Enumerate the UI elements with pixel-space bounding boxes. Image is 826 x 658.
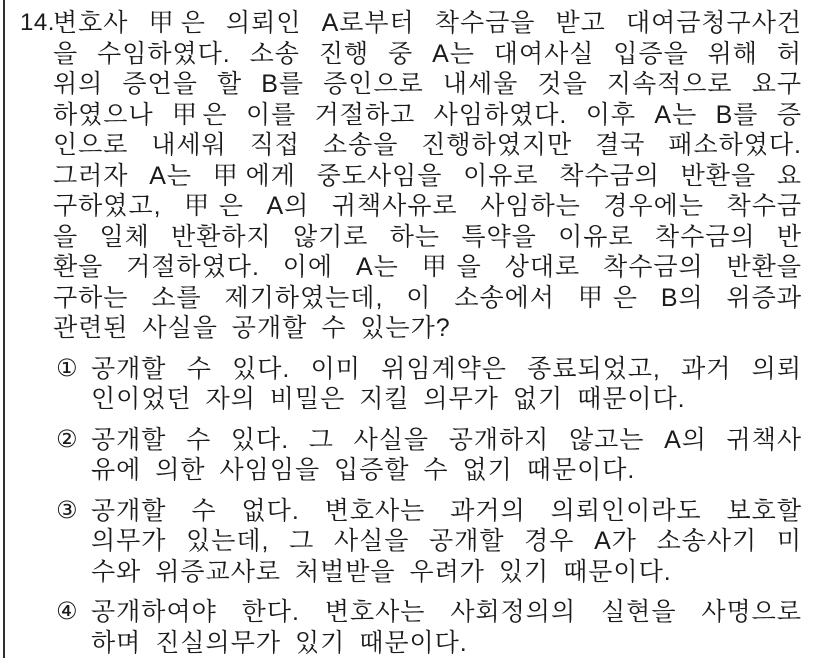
- answer-choice-2[interactable]: [56, 425, 802, 486]
- choice-line: 공개할 수 있다. 그 사실을 공개하지 않고는 A의 귀책사: [91, 425, 802, 454]
- question-line: 위의 증언을 할 B를 증인으로 내세울 것을 지속적으로 요구: [53, 70, 802, 98]
- choice-3-text: [91, 496, 802, 588]
- question-text: [53, 8, 802, 344]
- question-line: 관련된 사실을 공개할 수 있는가?: [53, 314, 451, 342]
- question-line: 구하는 소를 제기하였는데, 이 소송에서 甲은 B의 위증과: [53, 283, 802, 312]
- choice-line: 공개하여야 한다. 변호사는 사회정의의 실현을 사명으로: [91, 598, 802, 626]
- choice-3-number-icon[interactable]: ③: [56, 496, 78, 524]
- question-line: 하였으나 甲은 이를 거절하고 사임하였다. 이후 A는 B를 증: [53, 100, 802, 129]
- question-line: 환을 거절하였다. 이에 A는 甲을 상대로 착수금의 반환을: [53, 253, 802, 281]
- choice-1-number-icon[interactable]: ①: [56, 354, 78, 382]
- choice-4-number-icon[interactable]: ④: [56, 598, 78, 625]
- choice-line: 유에 의한 사임임을 입증할 수 없기 때문이다.: [91, 456, 636, 484]
- answer-choice-1[interactable]: [56, 354, 802, 415]
- question-number: 14.: [20, 9, 55, 36]
- answer-choice-3[interactable]: [56, 496, 802, 588]
- choice-line: 공개할 수 없다. 변호사는 과거의 의뢰인이라도 보호할: [91, 496, 802, 525]
- question-line: 그러자 A는 甲에게 중도사임을 이유로 착수금의 반환을 요: [53, 161, 802, 190]
- choice-2-text: [91, 425, 802, 486]
- left-column-divider: [3, 0, 5, 658]
- question-body-row: [20, 8, 802, 344]
- choice-line: 의무가 있는데, 그 사실을 공개할 경우 A가 소송사기 미: [91, 527, 802, 555]
- choice-4-text: [91, 597, 802, 658]
- question-line: 인으로 내세워 직접 소송을 진행하였지만 결국 패소하였다.: [53, 131, 802, 159]
- question-line: 을 수임하였다. 소송 진행 중 A는 대여사실 입증을 위해 허: [53, 39, 802, 68]
- question-line: 변호사 甲은 의뢰인 A로부터 착수금을 받고 대여금청구사건: [53, 9, 802, 37]
- answer-choice-4[interactable]: [56, 597, 802, 658]
- choice-line: 하며 진실의무가 있기 때문이다.: [91, 628, 468, 657]
- choice-line: 인이었던 자의 비밀은 지킬 의무가 없기 때문이다.: [91, 385, 686, 413]
- choice-line: 수와 위증교사로 처벌받을 우려가 있기 때문이다.: [91, 557, 672, 586]
- choice-1-text: [91, 354, 802, 415]
- choice-line: 공개할 수 있다. 이미 위임계약은 종료되었고, 과거 의뢰: [91, 354, 802, 383]
- question-line: 을 일체 반환하지 않기로 하는 특약을 이유로 착수금의 반: [53, 222, 802, 251]
- question-line: 구하였고, 甲은 A의 귀책사유로 사임하는 경우에는 착수금: [53, 192, 802, 220]
- choice-2-number-icon[interactable]: ②: [56, 425, 78, 453]
- question-block: [20, 8, 802, 658]
